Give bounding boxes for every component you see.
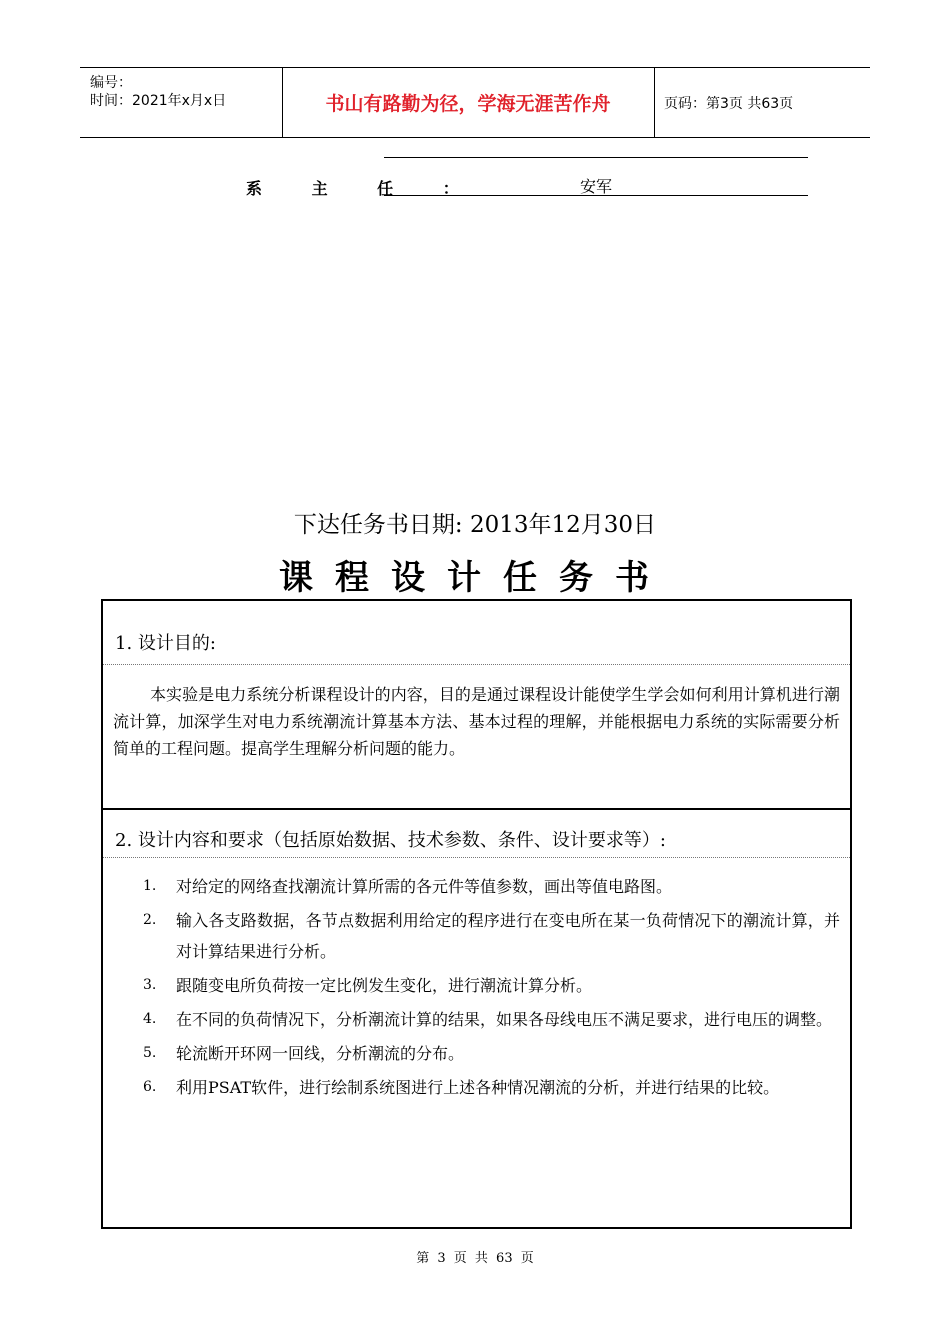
signature-line [384,157,808,158]
page-footer: 第 3 页 共 63 页 [416,1251,534,1266]
list-item-text: 轮流断开环网一回线，分析潮流的分布。 [176,1044,465,1063]
signature-line [384,195,808,196]
list-item-text: 在不同的负荷情况下，分析潮流计算的结果，如果各母线电压不满足要求，进行电压的调整。 [176,1010,833,1029]
list-item [143,1004,840,1035]
list-item-number: 2. [143,912,157,928]
header-meta [90,74,226,110]
list-item-number: 6. [143,1079,157,1095]
section1-body: 本实验是电力系统分析课程设计的内容，目的是通过课程设计能使学生学会如何利用计算机进行潮流计算，加深学生对电力系统潮流计算基本方法、基本过程的理解，并能根据电力系统的实际需要分析简单的工程问题。提高学生理解分析问题的能力。 [113,685,840,758]
motto: 书山有路勤为径，学海无涯苦作舟 [325,93,611,115]
list-item-number: 3. [143,977,157,993]
document-header [80,67,870,138]
director-name: 安军 [579,177,612,196]
list-item [143,1038,840,1069]
list-item [143,970,840,1001]
issue-date: 下达任务书日期: 2013年12月30日 [293,512,657,538]
list-item [143,1072,840,1103]
serial-label: 编号： [90,75,132,91]
list-item-number: 5. [143,1045,157,1061]
section2-heading: 2. 设计内容和要求（包括原始数据、技术参数、条件、设计要求等）: [115,830,666,851]
page-info: 页码：第3页 共63页 [664,95,794,112]
document-title: 课程设计任务书 [279,558,671,598]
dotted-divider [103,857,850,858]
header-divider [654,68,655,137]
director-label: 系 主 任 ： [246,179,481,198]
list-item-number: 4. [143,1011,157,1027]
section1-heading: 1. 设计目的: [115,633,216,654]
section-divider [103,808,850,810]
requirements-list [143,871,840,1106]
dotted-divider [103,664,850,665]
list-item-number: 1. [143,878,157,894]
list-item [143,905,840,967]
list-item [143,871,840,902]
list-item-text: 跟随变电所负荷按一定比例发生变化，进行潮流计算分析。 [176,976,593,995]
task-box [101,599,852,1229]
list-item-text: 输入各支路数据，各节点数据利用给定的程序进行在变电所在某一负荷情况下的潮流计算，并对计算结果进行分析。 [176,911,840,961]
time-line: 时间：2021年x月x日 [90,93,227,109]
list-item-text: 对给定的网络查找潮流计算所需的各元件等值参数，画出等值电路图。 [176,877,673,896]
list-item-text: 利用PSAT软件，进行绘制系统图进行上述各种情况潮流的分析，并进行结果的比较。 [176,1078,780,1097]
